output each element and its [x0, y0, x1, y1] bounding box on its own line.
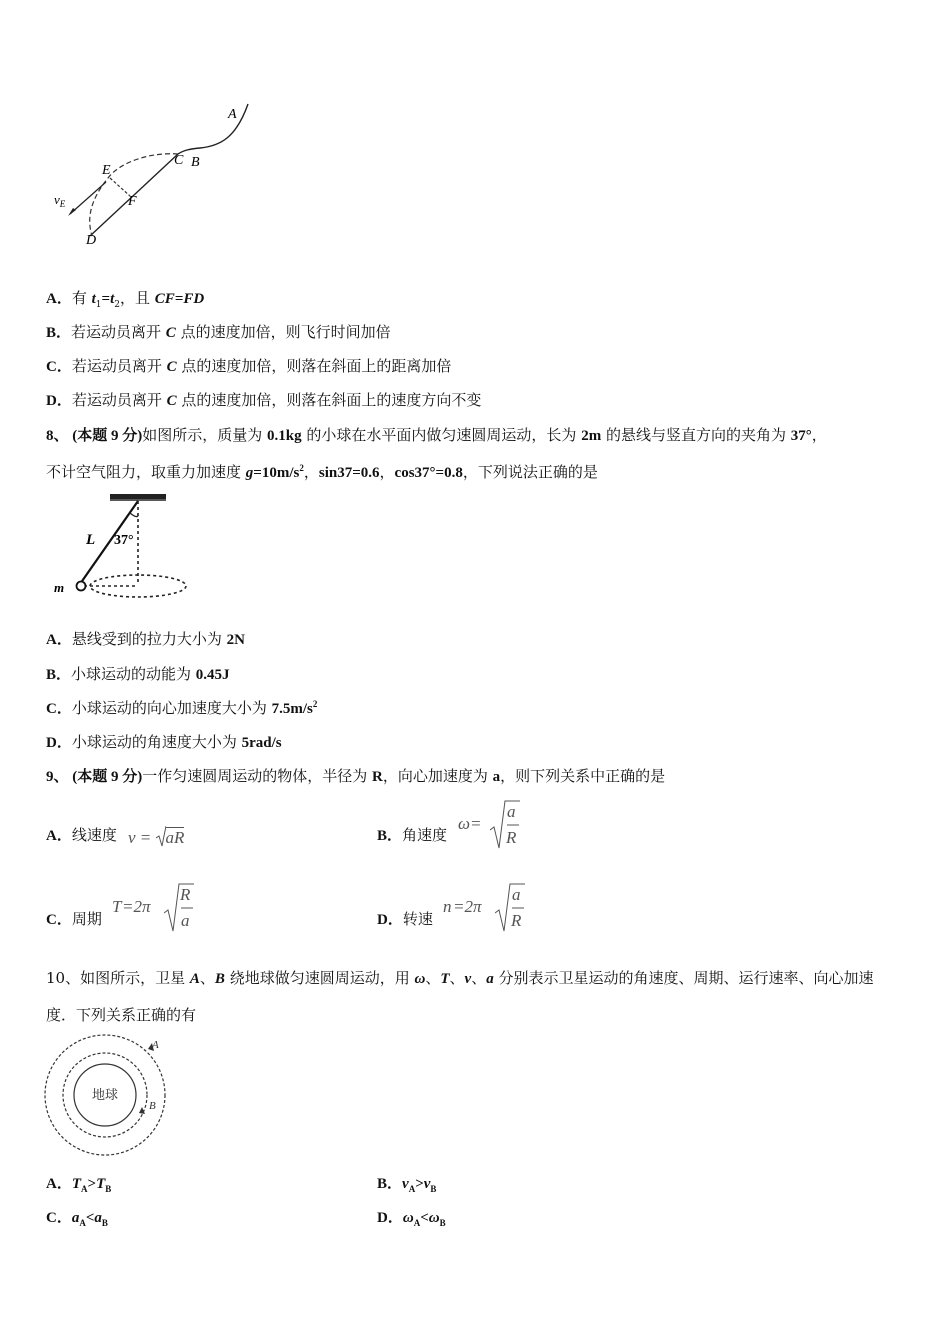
q8-option-c[interactable]: C．小球运动的向心加速度大小为 $7.5m/s^2$: [46, 699, 318, 717]
formula-v: v = aR: [128, 828, 185, 847]
q9-option-c[interactable]: C．周期: [46, 910, 102, 928]
q10-option-a[interactable]: A．$T_A>T_B$: [46, 1176, 112, 1194]
point-b-label: B: [191, 155, 200, 170]
earth-label: 地球: [91, 1087, 119, 1102]
satellite-a-label: A: [152, 1039, 159, 1051]
satellite-b-label: B: [149, 1100, 156, 1112]
conical-pendulum-figure: [50, 492, 195, 604]
q9-option-b[interactable]: B．角速度: [377, 826, 448, 844]
q7-option-b[interactable]: B．若运动员离开 C 点的速度加倍，则飞行时间加倍: [46, 323, 391, 341]
point-d-label: D: [86, 233, 97, 248]
velocity-label: $v_E$: [54, 192, 66, 209]
q8-option-a[interactable]: A．悬线受到的拉力大小为 2N: [46, 630, 245, 648]
q8-stem-line1: 8、 (本题 9 分)如图所示，质量为 0.1kg 的小球在水平面内做匀速圆周运动，长为 2m 的悬线与竖直方向的夹角为 37°，: [46, 426, 827, 444]
q8-option-b[interactable]: B．小球运动的动能为 0.45J: [46, 665, 230, 683]
q10-stem-line1: 10、如图所示，卫星 A、B 绕地球做匀速圆周运动，用 ω、T、v、a 分别表示卫星运动的角速度、周期、运行速率、向心加速: [46, 969, 874, 987]
q7-option-d[interactable]: D．若运动员离开 C 点的速度加倍，则落在斜面上的速度方向不变: [46, 391, 482, 409]
length-label: L: [86, 532, 96, 548]
angle-label: 37°: [114, 533, 134, 548]
q7-option-c[interactable]: C．若运动员离开 C 点的速度加倍，则落在斜面上的距离加倍: [46, 357, 452, 375]
q10-option-b[interactable]: B．$v_A>v_B$: [377, 1176, 437, 1194]
q9-option-a[interactable]: A．线速度: [46, 826, 117, 844]
mass-label: m: [54, 580, 65, 595]
q8-stem-line2: 不计空气阻力，取重力加速度 $g=10m/s^2$，sin37=0.6，cos37°=0.8，下列说法正确的是: [46, 463, 598, 481]
q7-option-a[interactable]: A．有 $t_1=t_2$，且 CF=FD: [46, 289, 205, 310]
q9-stem: 9、 (本题 9 分)一作匀速圆周运动的物体，半径为 R，向心加速度为 a，则下列关系中正确的是: [46, 767, 666, 785]
q9-option-d[interactable]: D．转速: [377, 910, 433, 928]
point-c-label: C: [174, 153, 184, 168]
q10-option-c[interactable]: C．$a_A<a_B$: [46, 1210, 108, 1228]
point-f-label: F: [128, 194, 137, 209]
q8-option-d[interactable]: D．小球运动的角速度大小为 5rad/s: [46, 733, 282, 751]
satellite-orbits-figure: [42, 1033, 172, 1157]
q10-option-d[interactable]: D．$\omega_A<\omega_B$: [377, 1210, 446, 1228]
ski-jump-figure: [50, 98, 260, 253]
point-e-label: E: [102, 163, 111, 178]
q10-stem-line2: 度．下列关系正确的有: [46, 1006, 197, 1024]
point-a-label: A: [228, 107, 237, 122]
